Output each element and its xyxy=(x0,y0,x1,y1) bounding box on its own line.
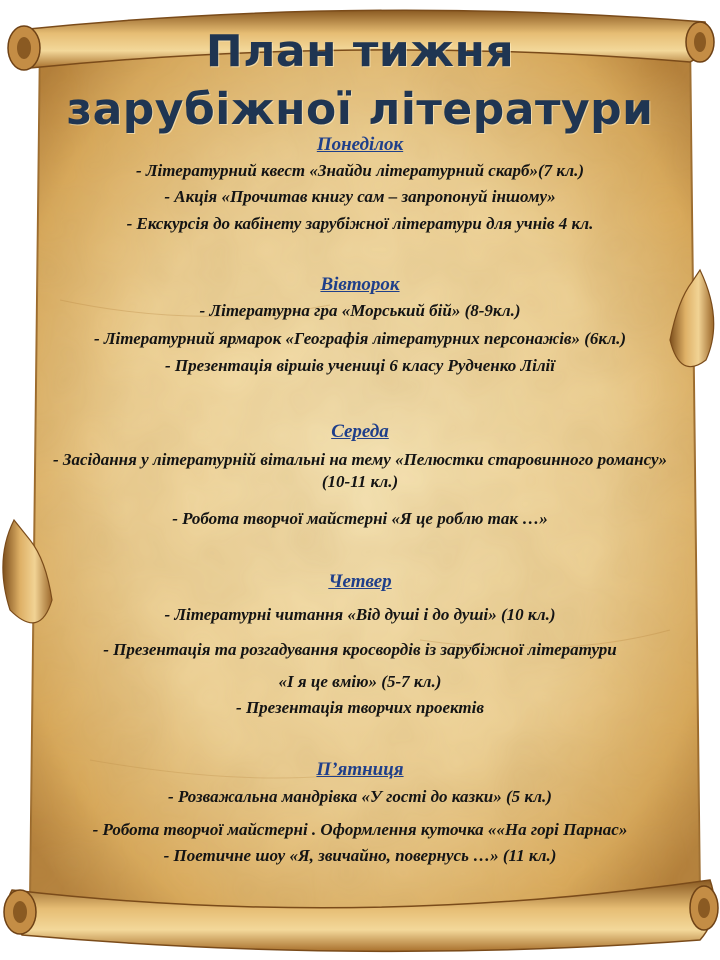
day-heading-thursday: Четвер xyxy=(328,571,392,592)
monday-item: - Акція «Прочитав книгу сам – запропонуй іншому» xyxy=(164,187,556,206)
monday-item: - Літературний квест «Знайди літературний скарб»(7 кл.) xyxy=(135,161,585,180)
tuesday-item: - Літературний ярмарок «Географія літературних персонажів» (6кл.) xyxy=(93,329,627,348)
friday-item: - Поетичне шоу «Я, звичайно, повернусь …» (11 кл.) xyxy=(163,846,557,865)
thursday-item: - Літературні читання «Від душі і до душі» (10 кл.) xyxy=(164,605,556,624)
thursday-item: - Презентація творчих проектів xyxy=(236,698,484,717)
wednesday-item: - Засідання у літературній вітальні на тему «Пелюстки старовинного романсу» (10-11 кл.) xyxy=(52,450,668,491)
day-heading-tuesday: Вівторок xyxy=(320,274,400,295)
friday-item: - Розважальна мандрівка «У гості до казки» (5 кл.) xyxy=(168,787,552,806)
page-title-line-2: зарубіжної літератури xyxy=(66,84,654,135)
day-heading-friday: П’ятниця xyxy=(316,759,404,780)
day-heading-monday: Понеділок xyxy=(316,134,404,155)
thursday-item: - Презентація та розгадування кросвордів із зарубіжної літератури xyxy=(103,640,617,659)
wednesday-item: - Робота творчої майстерні «Я це роблю так …» xyxy=(172,509,548,528)
page-title-line-1: План тижня xyxy=(205,26,515,77)
thursday-item: «І я це вмію» (5-7 кл.) xyxy=(278,672,442,691)
day-heading-wednesday: Середа xyxy=(331,421,389,442)
tuesday-item: - Літературна гра «Морський бій» (8-9кл.) xyxy=(199,301,521,320)
monday-item: - Екскурсія до кабінету зарубіжної літератури для учнів 4 кл. xyxy=(126,214,594,233)
tuesday-item: - Презентація віршів учениці 6 класу Рудченко Лілії xyxy=(164,356,555,375)
friday-item: - Робота творчої майстерні . Оформлення куточка ««На горі Парнас» xyxy=(92,820,628,839)
